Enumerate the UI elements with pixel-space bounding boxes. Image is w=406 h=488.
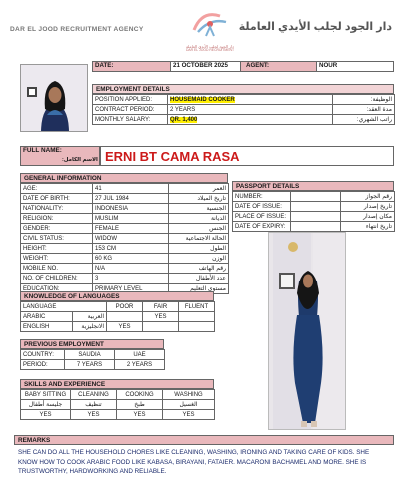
general-row bbox=[21, 244, 229, 254]
language-fluent bbox=[179, 312, 215, 322]
general-row bbox=[21, 224, 229, 234]
general-info-title: GENERAL INFORMATION bbox=[20, 173, 228, 183]
previous-employment-table bbox=[20, 349, 165, 370]
employment-label: POSITION APPLIED: bbox=[93, 95, 168, 105]
languages-header-row bbox=[21, 302, 215, 312]
general-row bbox=[21, 214, 229, 224]
passport-label: NUMBER: bbox=[233, 192, 291, 202]
previous-period-row bbox=[21, 360, 165, 370]
general-info-table bbox=[20, 183, 229, 294]
general-label: GENDER: bbox=[21, 224, 93, 234]
agency-logo bbox=[180, 8, 240, 52]
skill-name: COOKING bbox=[117, 390, 163, 400]
employment-details-title: EMPLOYMENT DETAILS bbox=[92, 84, 394, 94]
remarks-text: SHE CAN DO ALL THE HOUSEHOLD CHORES LIKE CLEANING, WASHING, IRONING AND TAKING CARE OF KIDS. SHE KNOW HOW TO COOK ARABIC FOOD LIKE KABASA, BIRAYANI, FATAIER. MACARONI BACHAMEL AND MORE. SHE IS TRUSTWORTHY, HARDWORKING AND RELIABLE. bbox=[18, 449, 370, 475]
salary-value bbox=[168, 115, 333, 125]
general-label-ar: تاريخ الميلاد bbox=[169, 194, 229, 204]
country-value: SAUDIA bbox=[65, 350, 115, 360]
language-poor: YES bbox=[107, 322, 143, 332]
languages-header: FLUENT bbox=[179, 302, 215, 312]
skills-en-row bbox=[21, 390, 215, 400]
passport-label-ar: رقم الجواز bbox=[341, 192, 395, 202]
position-value bbox=[168, 95, 333, 105]
full-name-label-ar: الاسم الكامل: bbox=[62, 157, 98, 163]
country-label: COUNTRY: bbox=[21, 350, 65, 360]
skill-name-ar: الغسيل bbox=[163, 400, 215, 410]
general-row bbox=[21, 254, 229, 264]
general-label: EDUCATION: bbox=[21, 284, 93, 294]
agency-name-english: DAR EL JOOD RECRUITMENT AGENCY bbox=[10, 26, 144, 33]
language-fair bbox=[143, 322, 179, 332]
general-label-ar: رقم الهاتف bbox=[169, 264, 229, 274]
employment-details-table bbox=[92, 94, 395, 125]
language-name: ENGLISH bbox=[21, 322, 73, 332]
general-value: WIDOW bbox=[93, 234, 169, 244]
language-name-ar: العربية bbox=[73, 312, 107, 322]
languages-header: LANGUAGE bbox=[21, 302, 107, 312]
general-value: 3 bbox=[93, 274, 169, 284]
general-label: RELIGION: bbox=[21, 214, 93, 224]
skill-name: BABY SITTING bbox=[21, 390, 71, 400]
languages-header: POOR bbox=[107, 302, 143, 312]
period-label: PERIOD: bbox=[21, 360, 65, 370]
skill-value: YES bbox=[117, 410, 163, 420]
language-name: ARABIC bbox=[21, 312, 73, 322]
general-label: NO. OF CHILDREN: bbox=[21, 274, 93, 284]
passport-details-title: PASSPORT DETAILS bbox=[232, 181, 394, 191]
general-value: FEMALE bbox=[93, 224, 169, 234]
contract-period-value: 2 YEARS bbox=[168, 105, 333, 115]
general-label-ar: العمر bbox=[169, 184, 229, 194]
period-value: 2 YEARS bbox=[115, 360, 165, 370]
passport-details-table bbox=[232, 191, 395, 232]
skills-ar-row bbox=[21, 400, 215, 410]
general-label: AGE: bbox=[21, 184, 93, 194]
employment-label: CONTRACT PERIOD: bbox=[93, 105, 168, 115]
general-label-ar: الوزن bbox=[169, 254, 229, 264]
skill-name: WASHING bbox=[163, 390, 215, 400]
skill-name: CLEANING bbox=[71, 390, 117, 400]
skill-value: YES bbox=[21, 410, 71, 420]
employment-row bbox=[93, 95, 395, 105]
passport-label: DATE OF ISSUE: bbox=[233, 202, 291, 212]
languages-header: FAIR bbox=[143, 302, 179, 312]
passport-value bbox=[291, 202, 341, 212]
general-value: 27 JUL 1984 bbox=[93, 194, 169, 204]
general-row bbox=[21, 234, 229, 244]
general-value: 153 CM bbox=[93, 244, 169, 254]
employment-label: MONTHLY SALARY: bbox=[93, 115, 168, 125]
general-row bbox=[21, 274, 229, 284]
passport-row bbox=[233, 212, 395, 222]
passport-label: PLACE OF ISSUE: bbox=[233, 212, 291, 222]
general-value: MUSLIM bbox=[93, 214, 169, 224]
general-label-ar: الديانة bbox=[169, 214, 229, 224]
logo-caption-arabic: دار الجود لجلب الأيدي العاملة bbox=[186, 44, 234, 49]
skills-title: SKILLS AND EXPERIENCE bbox=[20, 379, 214, 389]
passport-value bbox=[291, 192, 341, 202]
logo-caption-english: DAR EL JOOD RECRUITMENT bbox=[185, 48, 235, 52]
general-label: WEIGHT: bbox=[21, 254, 93, 264]
language-row bbox=[21, 312, 215, 322]
employment-row bbox=[93, 115, 395, 125]
general-row bbox=[21, 264, 229, 274]
employment-label-ar: مدة العقد: bbox=[333, 105, 395, 115]
languages-table bbox=[20, 301, 215, 332]
skill-name-ar: تنظيف bbox=[71, 400, 117, 410]
skill-value: YES bbox=[71, 410, 117, 420]
passport-row bbox=[233, 202, 395, 212]
full-name-label: FULL NAME: bbox=[23, 147, 62, 154]
passport-label-ar: تاريخ انتهاء bbox=[341, 222, 395, 232]
employment-label-ar: راتب الشهري: bbox=[333, 115, 395, 125]
employment-row bbox=[93, 105, 395, 115]
general-label-ar: الطول bbox=[169, 244, 229, 254]
passport-row bbox=[233, 222, 395, 232]
date-value: 21 OCTOBER 2025 bbox=[173, 62, 228, 69]
skill-value: YES bbox=[163, 410, 215, 420]
agency-logo-icon bbox=[180, 8, 240, 40]
general-label-ar: عدد الأطفال bbox=[169, 274, 229, 284]
general-row bbox=[21, 194, 229, 204]
passport-row bbox=[233, 192, 395, 202]
general-label: NATIONALITY: bbox=[21, 204, 93, 214]
general-value: PRIMARY LEVEL bbox=[93, 284, 169, 294]
agent-value: NOUR bbox=[319, 62, 338, 69]
general-value: 60 KG bbox=[93, 254, 169, 264]
language-row bbox=[21, 322, 215, 332]
language-fair: YES bbox=[143, 312, 179, 322]
general-label: DATE OF BIRTH: bbox=[21, 194, 93, 204]
agent-label: AGENT: bbox=[246, 62, 270, 69]
previous-country-row bbox=[21, 350, 165, 360]
passport-label-ar: تاريخ إصدار bbox=[341, 202, 395, 212]
full-name-value: ERNI BT CAMA RASA bbox=[105, 149, 240, 164]
general-label-ar: مستوى التعليم bbox=[169, 284, 229, 294]
skills-table bbox=[20, 389, 215, 420]
skills-value-row bbox=[21, 410, 215, 420]
general-value: 41 bbox=[93, 184, 169, 194]
country-value: UAE bbox=[115, 350, 165, 360]
general-value: INDONESIA bbox=[93, 204, 169, 214]
language-fluent bbox=[179, 322, 215, 332]
passport-value bbox=[291, 222, 341, 232]
previous-employment-title: PREVIOUS EMPLOYMENT bbox=[20, 339, 164, 349]
skill-name-ar: طبخ bbox=[117, 400, 163, 410]
general-label: HEIGHT: bbox=[21, 244, 93, 254]
language-poor bbox=[107, 312, 143, 322]
general-value: N/A bbox=[93, 264, 169, 274]
employment-label-ar: الوظيفة: bbox=[333, 95, 395, 105]
full-body-photo bbox=[268, 232, 346, 430]
period-value: 7 YEARS bbox=[65, 360, 115, 370]
skill-name-ar: جليسة أطفال bbox=[21, 400, 71, 410]
languages-title: KNOWLEDGE OF LANGUAGES bbox=[20, 291, 214, 301]
language-name-ar: الانجليزية bbox=[73, 322, 107, 332]
general-row bbox=[21, 204, 229, 214]
general-label-ar: الحالة الاجتماعية bbox=[169, 234, 229, 244]
passport-value bbox=[291, 212, 341, 222]
profile-photo bbox=[20, 64, 88, 132]
general-row bbox=[21, 184, 229, 194]
passport-label-ar: مكان إصدار bbox=[341, 212, 395, 222]
remarks-title: REMARKS bbox=[14, 435, 394, 445]
date-label: DATE: bbox=[95, 62, 114, 69]
general-label-ar: الجنس bbox=[169, 224, 229, 234]
general-label-ar: الجنسية bbox=[169, 204, 229, 214]
general-label: MOBILE NO. bbox=[21, 264, 93, 274]
general-label: CIVIL STATUS: bbox=[21, 234, 93, 244]
position-applied-value: HOUSEMAID COOKER bbox=[170, 96, 235, 103]
agency-name-arabic: دار الجود لجلب الأيدي العاملة bbox=[238, 21, 392, 33]
passport-label: DATE OF EXPIRY: bbox=[233, 222, 291, 232]
monthly-salary-value: QR. 1,400 bbox=[170, 116, 198, 123]
